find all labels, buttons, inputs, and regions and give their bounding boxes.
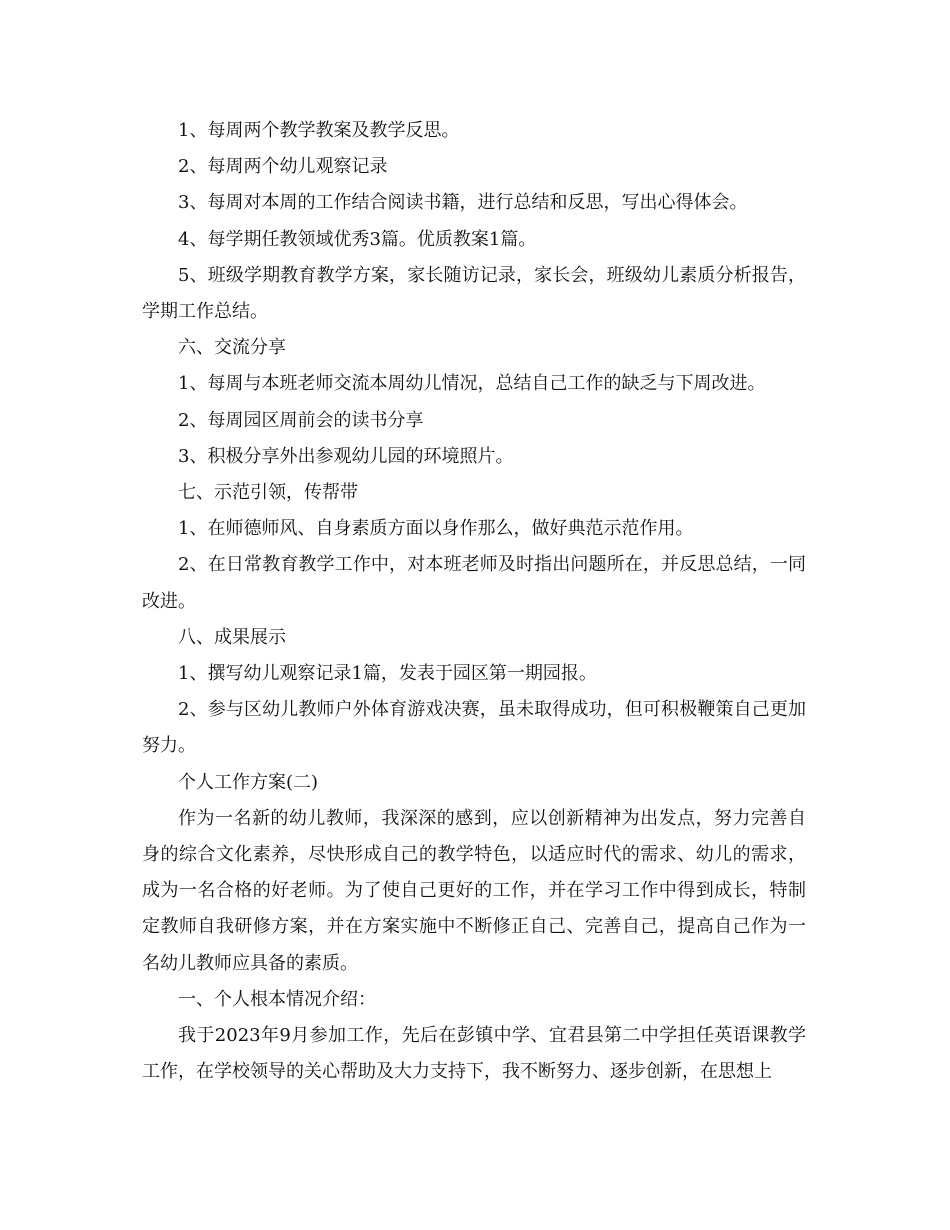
paragraph: 1、在师德师风、自身素质方面以身作那么，做好典范示范作用。 bbox=[178, 518, 694, 540]
paragraph: 1、每周两个教学教案及教学反思。 bbox=[178, 120, 460, 141]
document-body bbox=[142, 113, 806, 1090]
paragraph: 3、每周对本周的工作结合阅读书籍，进行总结和反思，写出心得体会。 bbox=[178, 192, 748, 214]
document-subtitle: 个人工作方案(二) bbox=[178, 771, 319, 793]
section-heading: 八、成果展示 bbox=[178, 626, 286, 648]
paragraph: 1、每周与本班老师交流本周幼儿情况，总结自己工作的缺乏与下周改进。 bbox=[178, 373, 766, 395]
paragraph: 2、每周园区周前会的读书分享 bbox=[178, 409, 424, 431]
section-heading: 六、交流分享 bbox=[178, 337, 286, 359]
paragraph: 3、积极分享外出参观幼儿园的环境照片。 bbox=[178, 445, 514, 467]
paragraph: 4、每学期任教领域优秀3篇。优质教案1篇。 bbox=[178, 228, 537, 250]
paragraph: 作为一名新的幼儿教师，我深深的感到，应以创新精神为出发点，努力完善自身的综合文化素养，尽快形成自己的教学特色，以适应时代的需求、幼儿的需求，成为一名合格的好老师。为了使自己更好的工作，并在学习工作中得到成长，特制定教师自我研修方案，并在方案实施中不断修正自己、完善自己，提高自己作为一名幼儿教师应具备的素质。 bbox=[142, 807, 806, 974]
section-heading: 七、示范引领，传帮带 bbox=[178, 482, 358, 504]
paragraph: 2、在日常教育教学工作中，对本班老师及时指出问题所在，并反思总结，一同改进。 bbox=[142, 554, 806, 612]
paragraph: 2、参与区幼儿教师户外体育游戏决赛，虽未取得成功，但可积极鞭策自己更加努力。 bbox=[142, 699, 806, 757]
paragraph: 1、撰写幼儿观察记录1篇，发表于园区第一期园报。 bbox=[178, 663, 597, 685]
paragraph: 2、每周两个幼儿观察记录 bbox=[178, 156, 388, 178]
section-heading: 一、个人根本情况介绍： bbox=[178, 988, 376, 1010]
paragraph: 5、班级学期教育教学方案，家长随访记录，家长会，班级幼儿素质分析报告，学期工作总结。 bbox=[142, 264, 806, 323]
paragraph: 我于2023年9月参加工作，先后在彭镇中学、宜君县第二中学担任英语课教学工作，在学校领导的关心帮助及大力支持下，我不断努力、逐步创新，在思想上 bbox=[142, 1025, 806, 1083]
